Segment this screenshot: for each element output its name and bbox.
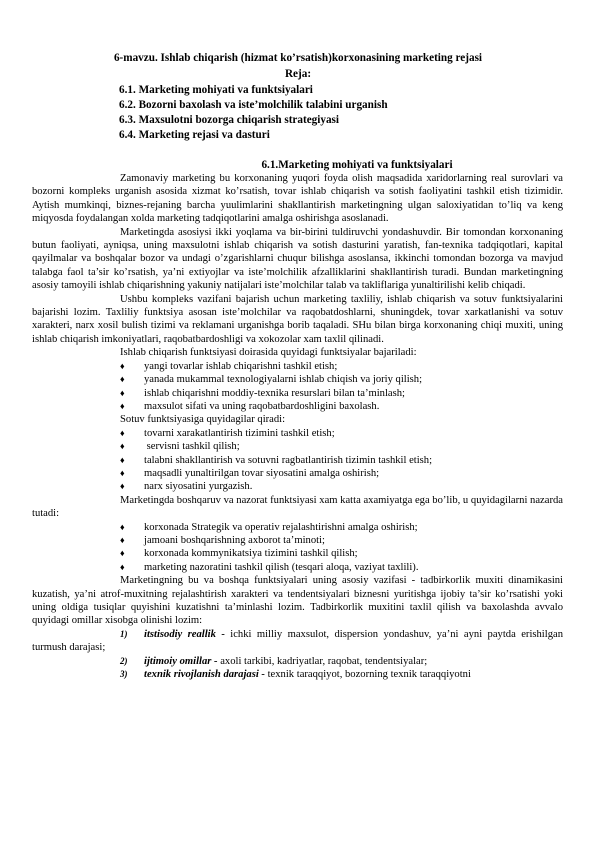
list-item: ♦ ishlab chiqarishni moddiy-texnika resurslari bilan ta’minlash; [120,387,405,399]
diamond-bullet-icon: ♦ [120,454,125,465]
list-item: 1) itstisodiy reallik - ichki milliy maxsulot, dispersion yondashuv, ya’ni ayni paytda erishilgan turmush darajasi; [32,628,563,654]
list-item: ♦ servisni tashkil qilish; [120,441,240,453]
diamond-bullet-icon: ♦ [120,360,125,371]
factors-list [32,628,563,682]
diamond-bullet-icon: ♦ [120,427,125,438]
sales-functions-list [32,427,563,494]
list-item: ♦ jamoani boshqarishning axborot ta’minoti; [120,534,325,546]
toc-item: 6.4. Marketing rejasi va dasturi [119,129,270,141]
list-item: ♦ maqsadli yunaltirilgan tovar siyosatini amalga oshirish; [120,467,380,479]
toc-item: 6.1. Marketing mohiyati va funktsiyalari [119,84,313,96]
diamond-bullet-icon: ♦ [120,374,125,385]
diamond-bullet-icon: ♦ [120,467,125,478]
paragraph: Sotuv funktsiyasiga quyidagilar qiradi: [120,414,286,426]
list-item: ♦ narx siyosatini yurgazish. [120,481,253,493]
diamond-bullet-icon: ♦ [120,521,125,532]
paragraph: Marketingda asosiysi ikki yoqlama va bir-birini tuldiruvchi yondashuvdir. Bir tomondan korxonaning butun faoliyati, ayniqsa, uning maxsulotni ishlab chiqarish va sotish dasturini yaratish, fan-texnika tadqiqotlari, kapital qayilmalar va boshqalar bozor va undagi o’zgarishlarni chuqur bilishga asoslansa, ikkinchi tomondan bozorga va mavjud talabga faol ta’sir ko’rsatish, ya’ni extiyojlar va iste’molchilik afzalliklarini shakllantirish turadi. Bundan marketingning asosiy tamoyili ishlab chiqarishning yakuniy natijalari iste’molchilar talab va takliflariga yunaltirilishi kelib chiqadi. [32,226,563,292]
topic-title: 6-mavzu. Ishlab chiqarish (hizmat ko’rsatish)korxonasining marketing rejasi [113,52,483,64]
paragraph: Zamonaviy marketing bu korxonaning yuqori foyda olish maqsadida xaridorlarning real surovlari va bozorni kompleks urganish asosida xizmat ko’rsatish, tovar ishlab chiqarish va sotish faoliyatini tashkil etish tizimidir. Aytish mumkinqi, biznes-rejaning barcha yuulimlarini shakllantirish marketingning ulgan saloxiyatidan to’liq va keng miqyosda foydalangan xolda marketing tadqiqotlarini amalga oshirishga asoslanadi. [32,173,563,225]
toc-item: 6.3. Maxsulotni bozorga chiqarish strategiyasi [119,114,340,126]
diamond-bullet-icon: ♦ [120,548,125,559]
diamond-bullet-icon: ♦ [120,387,125,398]
diamond-bullet-icon: ♦ [120,534,125,545]
list-item: ♦ marketing nazoratini tashkil qilish (tesqari aloqa, vaziyat taxlili). [120,561,419,573]
paragraph: Marketingning bu va boshqa funktsiyalari uning asosiy vazifasi - tadbirkorlik muxiti dinamikasini kuzatish, ya’ni atrof-muxitning rejalashtirish xarakteri va tendentsiyalari biznesni yuritishga ijobiy ta’sir ko’rsatishi yoki uning oldiga tusiqlar quyishini kuzatishni ta’minlashi lozim. Tadbirkorlik muxitini taxlil qilish va baxolashda avvalo quyidagi omillar xisobga olinishi lozim: [32,575,563,627]
list-item: ♦ korxonada kommynikatsiya tizimini tashkil qilish; [120,548,358,560]
diamond-bullet-icon: ♦ [120,441,125,452]
list-item: 3) texnik rivojlanish darajasi - texnik taraqqiyot, bozorning texnik taraqqiyotni [120,669,471,681]
paragraph: Ushbu kompleks vazifani bajarish uchun marketing taxliliy, ishlab chiqarish va sotuv funktsiyalarini bajarishi lozim. Taxliliy funktsiya asosan iste’molchilar va raqobatdoshlarni, shuningdek, tovar xarkatlanishi va sotuv xarakteri, narx xosil bulish tizimi va reklamani urganishga borib taqaladi. SHu bilan birga korxonaning chiqi muxiti, uning ishlab chiqarish imkoniyatlari, raqobatbardoshligi va xokozolar xam taxlil qilinadi. [32,293,563,345]
paragraph: Marketingda boshqaruv va nazorat funktsiyasi xam katta axamiyatga ega bo’lib, u quyidagilarni nazarda tutadi: [32,494,563,520]
list-item: ♦ talabni shakllantirish va sotuvni ragbatlantirish tizimin tashkil etish; [120,454,433,466]
section-title: 6.1.Marketing mohiyati va funktsiyalari [261,159,453,171]
diamond-bullet-icon: ♦ [120,481,125,492]
toc-item: 6.2. Bozorni baxolash va iste’molchilik talabini urganish [119,99,388,111]
paragraph: Ishlab chiqarish funktsiyasi doirasida quyidagi funktsiyalar bajariladi: [120,347,417,359]
list-item: ♦ maxsulot sifati va uning raqobatbardoshligini baxolash. [120,400,380,412]
list-item: ♦ korxonada Strategik va operativ rejalashtirishni amalga oshirish; [120,521,418,533]
diamond-bullet-icon: ♦ [120,400,125,411]
plan-heading: Reja: [284,68,312,80]
list-item: ♦ yangi tovarlar ishlab chiqarishni tashkil etish; [120,360,338,372]
list-item: ♦ yanada mukammal texnologiyalarni ishlab chiqish va joriy qilish; [120,374,423,386]
list-item: ♦ tovarni xarakatlantirish tizimini tashkil etish; [120,427,335,439]
body-text [32,172,563,681]
diamond-bullet-icon: ♦ [120,561,125,572]
list-item: 2) ijtimoiy omillar - axoli tarkibi, kadriyatlar, raqobat, tendentsiyalar; [120,655,428,667]
control-functions-list [32,521,563,575]
production-functions-list [32,360,563,414]
